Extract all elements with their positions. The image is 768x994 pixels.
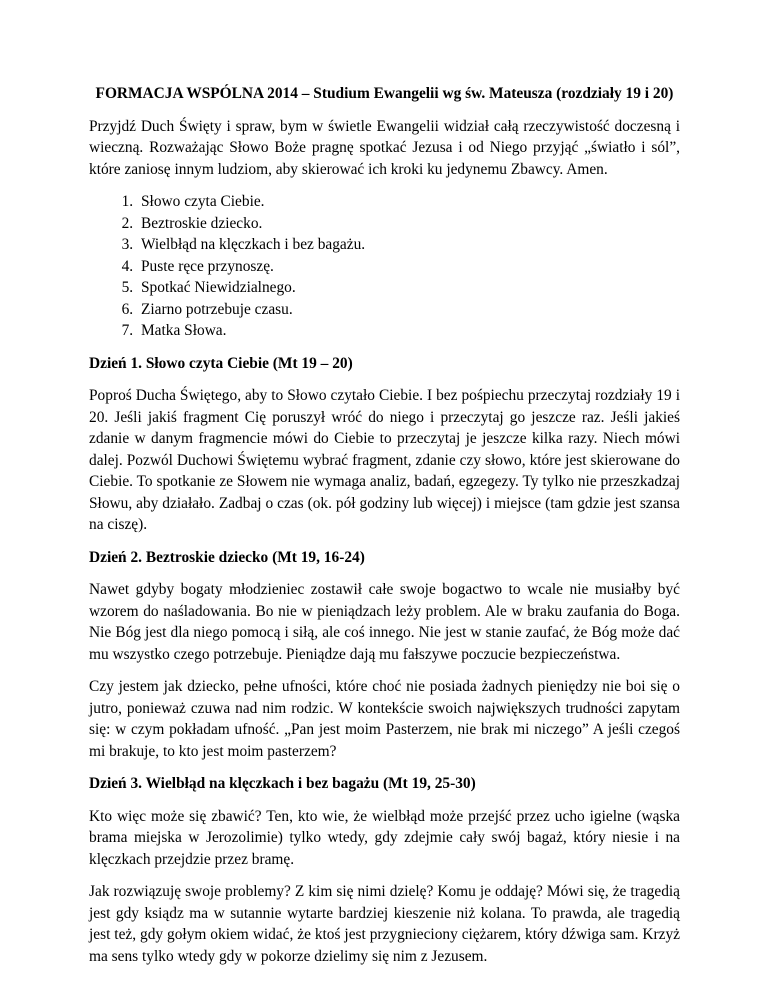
- day2-paragraph-1: Nawet gdyby bogaty młodzieniec zostawił całe swoje bogactwo to wcale nie musiałby być wzorem do naśladowania. Bo nie w pieniądzach leży problem. Ale w braku zaufania do Boga. Nie Bóg jest dla niego pomocą i siłą, ale coś innego. Nie jest w stanie zaufać, że Bóg może dać mu wszystko czego potrzebuje. Pieniądze dają mu fałszywe poczucie bezpieczeństwa.: [89, 581, 680, 663]
- day3-heading: Dzień 3. Wielbłąd na klęczkach i bez bagażu (Mt 19, 25-30): [89, 775, 476, 792]
- day1-paragraph: Poproś Ducha Świętego, aby to Słowo czytało Ciebie. I bez pośpiechu przeczytaj rozdziały 19 i 20. Jeśli jakiś fragment Cię poruszył wróć do niego i przeczytaj go jeszcze raz. Jeśli jakieś zdanie w danym fragmencie mówi do Ciebie to przeczytaj je jeszcze kilka razy. Niech mówi dalej. Pozwól Duchowi Świętemu wybrać fragment, zdanie czy słowo, które jest skierowane do Ciebie. To spotkanie ze Słowem nie wymaga analiz, badań, egzegezy. Ty tylko nie przeszkadzaj Słowu, aby działało. Zadbaj o czas (ok. pół godziny lub więcej) i miejsce (tam gdzie jest szansa na ciszę).: [89, 387, 680, 533]
- topics-list: [89, 191, 680, 342]
- list-item: 5. Spotkać Niewidzialnego.: [137, 277, 680, 299]
- list-item: 2. Beztroskie dziecko.: [137, 213, 680, 235]
- document-title: FORMACJA WSPÓLNA 2014 – Studium Ewangelii wg św. Mateusza (rozdziały 19 i 20): [95, 85, 674, 102]
- day1-heading: Dzień 1. Słowo czyta Ciebie (Mt 19 – 20): [89, 354, 353, 372]
- list-item: 4. Puste ręce przynoszę.: [137, 256, 680, 278]
- list-item: 6. Ziarno potrzebuje czasu.: [137, 299, 680, 321]
- day2-paragraph-2: Czy jestem jak dziecko, pełne ufności, które choć nie posiada żadnych pieniędzy nie boi się o jutro, ponieważ czuwa nad nim rodzic. W kontekście swoich największych trudności zapytam się: w czym pokładam ufność. „Pan jest moim Pasterzem, nie brak mi niczego” A jeśli czegoś mi brakuje, to kto jest moim pasterzem?: [89, 678, 680, 760]
- day3-paragraph-2: Jak rozwiązuję swoje problemy? Z kim się nimi dzielę? Komu je oddaję? Mówi się, że tragedią jest gdy ksiądz ma w sutannie wytarte bardziej kieszenie niż kolana. To prawda, ale tragedią jest też, gdy gołym okiem widać, że ktoś jest przygnieciony ciężarem, który dźwiga sam. Krzyż ma sens tylko wtedy gdy w pokorze dzielimy się nim z Jezusem.: [89, 883, 680, 965]
- list-item: 1. Słowo czyta Ciebie.: [137, 191, 680, 213]
- opening-prayer: Przyjdź Duch Święty i spraw, bym w świetle Ewangelii widział całą rzeczywistość doczesną i wieczną. Rozważając Słowo Boże pragnę spotkać Jezusa i od Niego przyjąć „światło i sól”, które zaniosę innym ludziom, aby skierować ich kroki ku jedynemu Zbawcy. Amen.: [89, 117, 680, 178]
- day3-paragraph-1: Kto więc może się zbawić? Ten, kto wie, że wielbłąd może przejść przez ucho igielne (wąska brama miejska w Jerozolimie) tylko wtedy, gdy zdejmie cały swój bagaż, który niesie i na klęczkach przejdzie przez bramę.: [89, 807, 680, 868]
- day2-heading: Dzień 2. Beztroskie dziecko (Mt 19, 16-24): [89, 548, 365, 566]
- list-item: 3. Wielbłąd na klęczkach i bez bagażu.: [137, 234, 680, 256]
- list-item: 7. Matka Słowa.: [137, 320, 680, 342]
